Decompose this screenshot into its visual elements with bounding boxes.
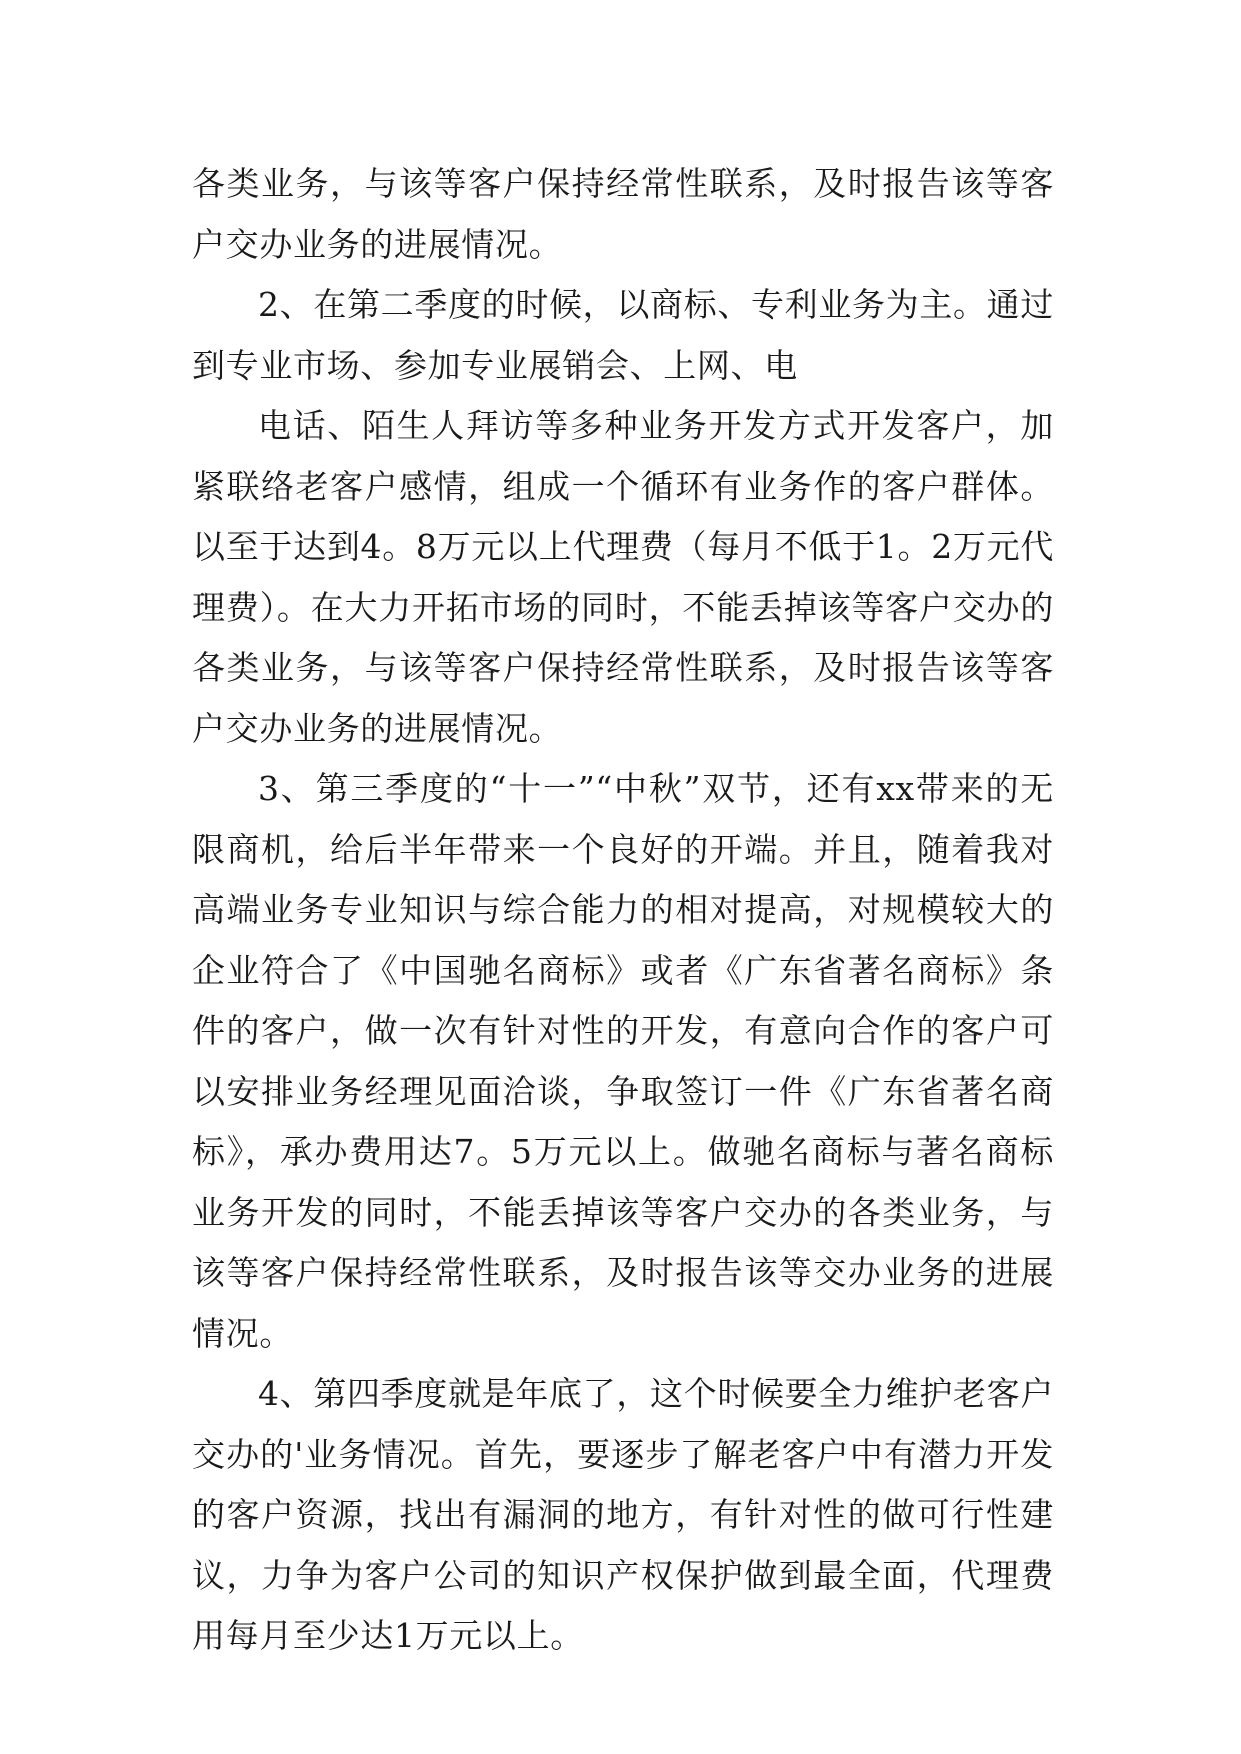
paragraph: 各类业务，与该等客户保持经常性联系，及时报告该等客户交办业务的进展情况。 [192, 164, 1054, 264]
paragraph-q2-detail: 电话、陌生人拜访等多种业务开发方式开发客户，加紧联络老客户感情，组成一个循环有业务作的客户群体。以至于达到4。8万元以上代理费（每月不低于1。2万元代理费）。在大力开拓市场的同时，不能丢掉该等客户交办的各类业务，与该等客户保持经常性联系，及时报告该等客户交办业务的进展情况。 [192, 406, 1054, 748]
paragraph-q2-intro: 2、在第二季度的时候，以商标、专利业务为主。通过到专业市场、参加专业展销会、上网、电 [192, 285, 1054, 385]
paragraph-q4: 4、第四季度就是年底了，这个时候要全力维护老客户交办的'业务情况。首先，要逐步了解老客户中有潜力开发的客户资源，找出有漏洞的地方，有针对性的做可行性建议，力争为客户公司的知识产权保护做到最全面，代理费用每月至少达1万元以上。 [192, 1374, 1054, 1655]
document-body [192, 154, 1054, 1667]
paragraph-q3: 3、第三季度的“十一”“中秋”双节，还有xx带来的无限商机，给后半年带来一个良好的开端。并且，随着我对高端业务专业知识与综合能力的相对提高，对规模较大的企业符合了《中国驰名商标》或者《广东省著名商标》条件的客户，做一次有针对性的开发，有意向合作的客户可以安排业务经理见面洽谈，争取签订一件《广东省著名商标》，承办费用达7。5万元以上。做驰名商标与著名商标业务开发的同时，不能丢掉该等客户交办的各类业务，与该等客户保持经常性联系，及时报告该等交办业务的进展情况。 [192, 769, 1054, 1353]
